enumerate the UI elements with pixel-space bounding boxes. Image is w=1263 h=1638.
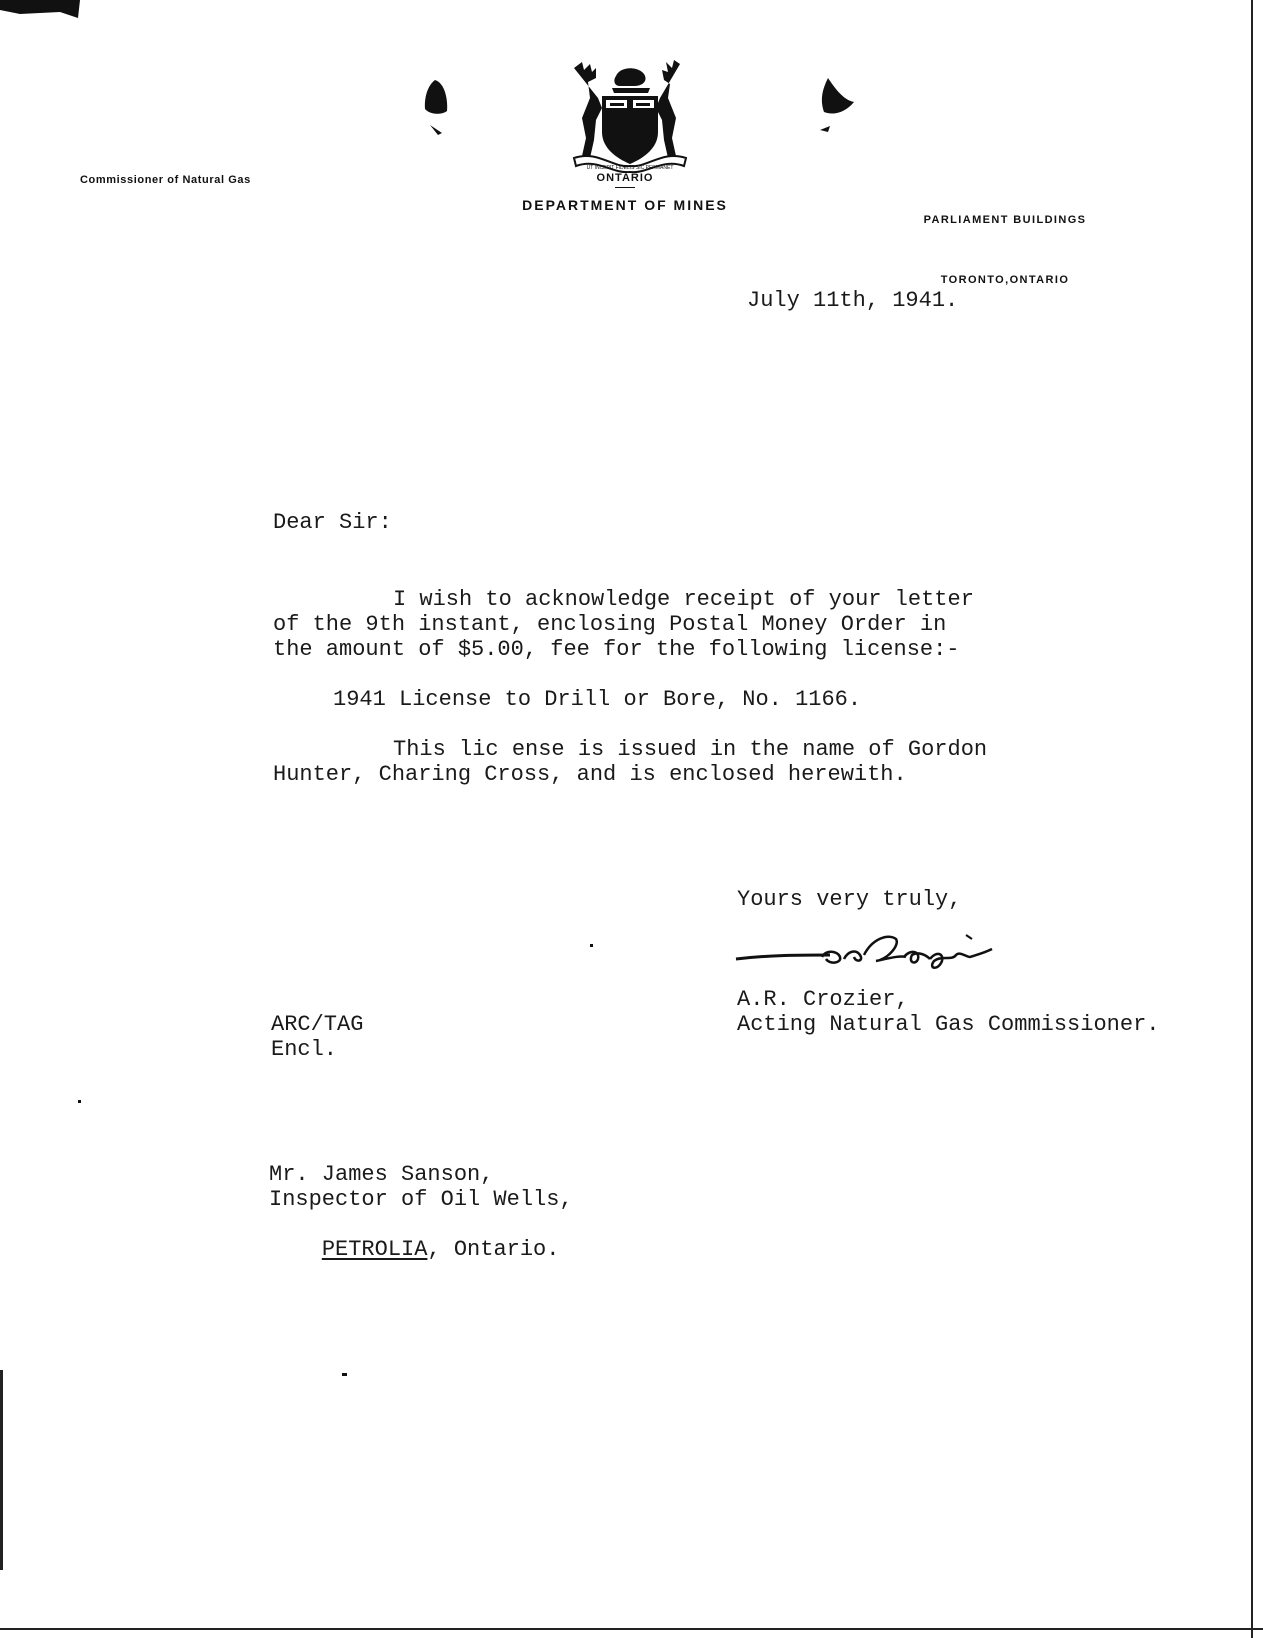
address-line-1: PARLIAMENT BUILDINGS [923,214,1087,226]
recipient-title: Inspector of Oil Wells, [269,1187,573,1212]
body-paragraph-2-line-1: This lic ense is issued in the name of Gordon [393,737,988,762]
salutation: Dear Sir: [273,510,392,535]
recipient-province: , Ontario. [427,1237,560,1262]
commissioner-title: Commissioner of Natural Gas [80,174,251,186]
body-paragraph-1-line-2: of the 9th instant, enclosing Postal Money Order in [273,612,947,637]
province-label: ONTARIO [596,172,654,184]
body-paragraph-1-line-1: I wish to acknowledge receipt of your letter [393,587,974,612]
ink-blot-left [420,75,460,145]
corner-smudge [0,0,90,30]
province-rule [615,187,635,188]
closing: Yours very truly, [737,887,962,912]
signer-title: Acting Natural Gas Commissioner. [737,1012,1160,1037]
letter-date: July 11th, 1941. [747,288,959,313]
handwritten-signature [730,925,1020,975]
scan-edge-bottom [0,1628,1263,1630]
recipient-city: PETROLIA [321,1237,428,1262]
recipient-address [269,1212,559,1287]
svg-text:UT INCEPIT FIDELIS SIC PERMANE: UT INCEPIT FIDELIS SIC PERMANET [586,165,674,171]
body-paragraph-2-line-2: Hunter, Charing Cross, and is enclosed herewith. [273,762,907,787]
speck [342,1373,347,1376]
scan-edge-left [0,1370,3,1570]
ink-blot-right [810,70,870,140]
ontario-crest-logo [568,58,692,173]
speck [590,944,593,947]
scan-edge-right [1251,0,1253,1638]
signer-name: A.R. Crozier, [737,987,909,1012]
svg-text:A.R. Crozier: A.R. Crozier [730,925,736,926]
body-paragraph-1-line-3: the amount of $5.00, fee for the following license:- [273,637,960,662]
enclosure-note: Encl. [271,1037,338,1062]
speck [78,1100,81,1103]
address-line-2: TORONTO,ONTARIO [940,274,1070,286]
reference-initials: ARC/TAG [271,1012,364,1037]
license-line: 1941 License to Drill or Bore, No. 1166. [333,687,862,712]
department-label: DEPARTMENT OF MINES [522,197,728,213]
recipient-name: Mr. James Sanson, [269,1162,494,1187]
